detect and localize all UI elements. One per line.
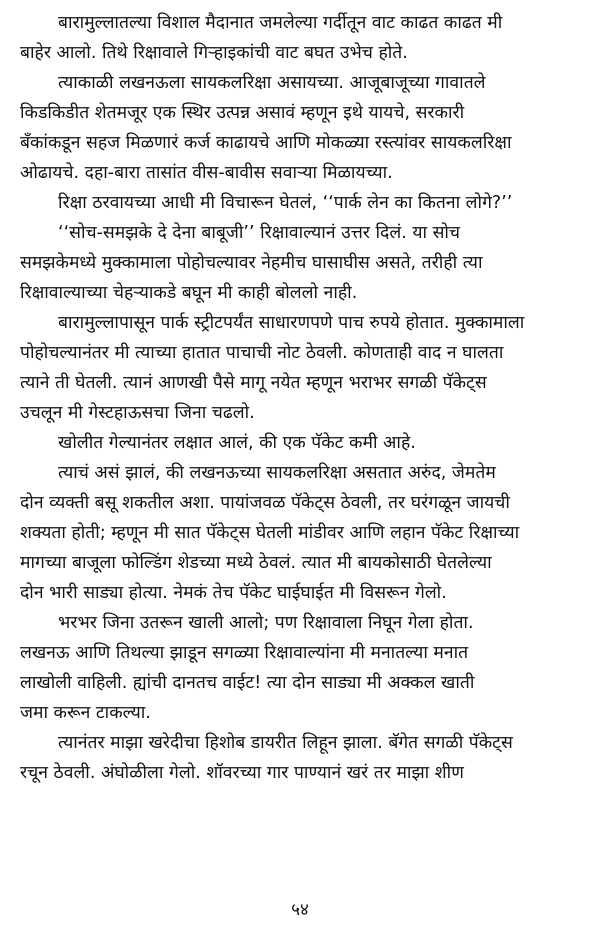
text-line: दोन व्यक्ती बसू शकतील अशा. पायांजवळ पॅकेट्स ठेवली, तर घरंगळून जायची [20,493,510,513]
text-line: भरभर जिना उतरून खाली आलो; पण रिक्षावाला निघून गेला होता. [58,613,474,633]
text-line: त्यानंतर माझा खरेदीचा हिशोब डायरीत लिहून झाला. बॅगेत सगळी पॅकेट्स [58,733,513,753]
text-line: शक्यता होती; म्हणून मी सात पॅकेट्स घेतली मांडीवर आणि लहान पॅकेट रिक्षाच्या [20,523,520,543]
text-line: त्याने ती घेतली. त्यानं आणखी पैसे मागू नयेत म्हणून भराभर सगळी पॅकेट्स [20,373,487,393]
text-line: बँकांकडून सहज मिळणारं कर्ज काढायचे आणि मोकळ्या रस्त्यांवर सायकलरिक्षा [20,133,512,153]
text-line: मागच्या बाजूला फोल्डिंग शेडच्या मध्ये ठेवलं. त्यात मी बायकोसाठी घेतलेल्या [20,553,492,573]
text-line: किडकिडीत शेतमजूर एक स्थिर उत्पन्न असावं म्हणून इथे यायचे, सरकारी [20,103,465,123]
text-line: उचलून मी गेस्टहाऊसचा जिना चढलो. [20,403,255,423]
text-line: रिक्षा ठरवायच्या आधी मी विचारून घेतलं, ‘‘पार्क लेन का कितना लोगे?’’ [58,193,513,213]
text-line: लाखोली वाहिली. ह्यांची दानतच वाईट! त्या दोन साड्या मी अक्कल खाती [20,673,475,693]
text-line: रिक्षावाल्याच्या चेहऱ्याकडे बघून मी काही बोललो नाही. [20,283,358,303]
text-line: ओढायचे. दहा-बारा तासांत वीस-बावीस सवाऱ्या मिळायच्या. [20,163,393,183]
text-line: दोन भारी साड्या होत्या. नेमकं तेच पॅकेट घाईघाईत मी विसरून गेलो. [20,583,447,603]
text-line: लखनऊ आणि तिथल्या झाडून सगळ्या रिक्षावाल्यांना मी मनातल्या मनात [20,643,469,663]
text-line: खोलीत गेल्यानंतर लक्षात आलं, की एक पॅकेट कमी आहे. [58,433,416,453]
text-line: त्याकाळी लखनऊला सायकलरिक्षा असायच्या. आजूबाजूच्या गावातले [58,73,486,93]
text-line: रचून ठेवली. अंघोळीला गेलो. शॉवरच्या गार पाण्यानं खरं तर माझा शीण [20,763,464,783]
text-line: समझकेमध्ये मुक्कामाला पोहोचल्यावर नेहमीच घासाघीस असते, तरीही त्या [20,253,483,273]
text-line: ‘‘सोच-समझके दे देना बाबूजी’’ रिक्षावाल्यानं उत्तर दिलं. या सोच [58,223,461,243]
text-line: त्याचं असं झालं, की लखनऊच्या सायकलरिक्षा असतात अरुंद, जेमतेम [58,463,496,483]
page-number: ५४ [291,900,309,920]
text-line: पोहोचल्यानंतर मी त्याच्या हातात पाचाची नोट ठेवली. कोणताही वाद न घालता [20,343,504,363]
text-line: बाहेर आलो. तिथे रिक्षावाले गिऱ्हाइकांची वाट बघत उभेच होते. [20,43,408,63]
text-line: बारामुल्लापासून पार्क स्ट्रीटपर्यंत साधारणपणे पाच रुपये होतात. मुक्कामाला [58,313,525,333]
text-line: जमा करून टाकल्या. [20,703,151,723]
body-text [20,8,580,788]
text-line: बारामुल्लातल्या विशाल मैदानात जमलेल्या गर्दीतून वाट काढत काढत मी [58,13,503,33]
